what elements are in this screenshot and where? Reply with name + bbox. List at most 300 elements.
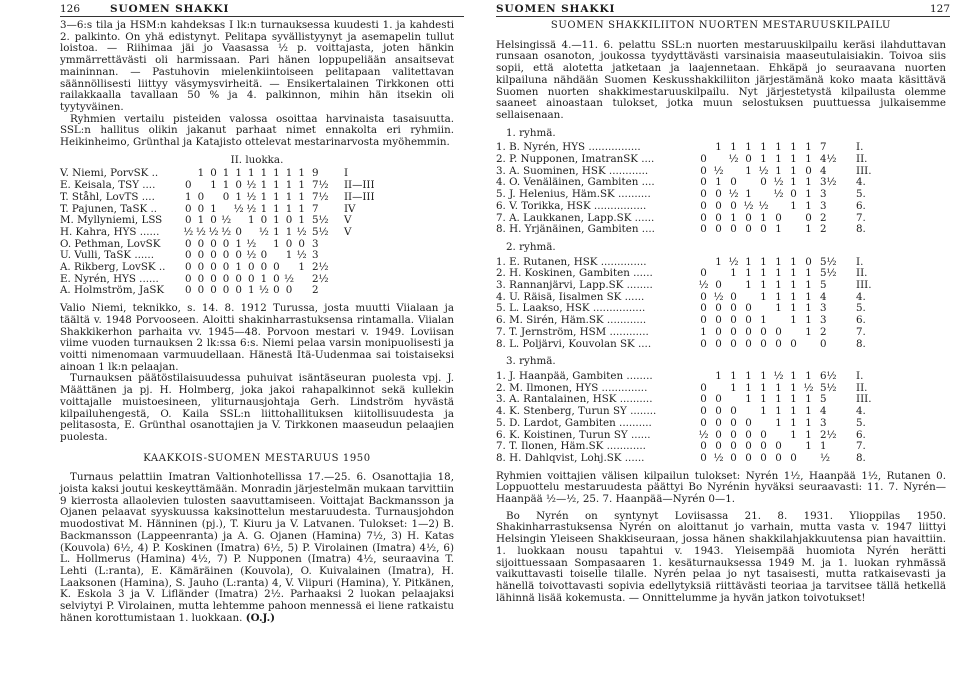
result-cell: 1 xyxy=(775,381,782,394)
placing: V xyxy=(343,225,352,238)
result-cell: 1 xyxy=(260,190,268,203)
player-name: O. Pethman, LovSK xyxy=(60,237,161,250)
result-cell: ½ xyxy=(183,225,194,238)
player-name: 4. K. Stenberg, Turun SY ........ xyxy=(496,405,657,418)
placing: II—III xyxy=(343,179,375,192)
result-cell: 1 xyxy=(790,141,797,154)
placing xyxy=(338,274,384,286)
result-cell: ½ xyxy=(773,369,784,382)
result-cell: 1 xyxy=(745,141,752,154)
page-number: 127 xyxy=(929,3,950,15)
result-cell: 0 xyxy=(222,272,230,285)
result-cell: 0 xyxy=(260,249,268,262)
result-cell: 1 xyxy=(700,325,707,338)
result-cell: 0 xyxy=(745,314,752,327)
total-score: 0 xyxy=(820,337,827,350)
result-cell: 1 xyxy=(197,167,205,180)
result-cell: 1 xyxy=(790,405,797,418)
table-row xyxy=(60,285,384,297)
result-cell: ½ xyxy=(773,176,784,189)
player-name: 7. T. Jernström, HSM ............ xyxy=(496,325,649,338)
result-cell: 0 xyxy=(715,405,722,418)
result-cell: 0 xyxy=(730,302,737,315)
result-cell: 1 xyxy=(760,267,767,280)
total-score: 7 xyxy=(820,141,827,154)
result-cell: 0 xyxy=(210,214,217,227)
result-cell: ½ xyxy=(258,284,269,297)
result-cell: 1 xyxy=(790,199,797,212)
placing: 6. xyxy=(856,314,866,327)
result-cell xyxy=(245,227,258,239)
result-cell: 1 xyxy=(805,314,812,327)
result-cell: 1 xyxy=(730,381,737,394)
total-score: 6½ xyxy=(820,369,837,382)
player-name: 8. H. Yrjänäinen, Gambiten .... xyxy=(496,223,655,236)
result-cell: 1 xyxy=(760,153,767,166)
result-cell: 0 xyxy=(730,314,737,327)
result-cell: 1 xyxy=(790,369,797,382)
result-cell: 0 xyxy=(775,211,782,224)
result-cell: 0 xyxy=(715,337,722,350)
placing: 7. xyxy=(856,440,866,453)
placing: II—III xyxy=(343,190,375,203)
result-cell: 1 xyxy=(285,225,293,238)
result-cell: 1 xyxy=(235,190,242,203)
crosstable xyxy=(496,257,890,351)
section-paragraph: Turnaus pelattiin Imatran Valtionhotellissa 17.—25. 6. Osanottajia 18, joista kaksi joutui keskeyttämään. Monradin järjestelmän mukaan tarvittiin 9 kierrosta allaolevien tulosten saavuttamiseen. Voittajat Backmansson ja Ojanen pelaavat syyskuussa kaksinottelun mestaruudesta. Turnausjohdon muodostivat M. Hänninen (pj.), T. Kiuru ja V. Latvanen. Tulokset: 1—2) B. Backmansson (Lappeenranta) ja A. G. Ojanen (Hamina) 7½, 3) H. Katas (Kouvola) 6½, 4) P. Koskinen (Imatra) 6½, 5) P. Virolainen (Imatra) 4½, 6) L. Hollmerus (Hamina) 4½, 7) P. Nupponen (Imatra) 4½, seuraavina T. Lehti (L:ranta), E. Kämäräinen (Kouvola), O. Kuivalainen (Imatra), H. Laaksonen (Hamina), S. Jauho (L:ranta) 4, V. Viipuri (Hamina), Y. Pitkänen, K. Eskola 3 ja V. Lifländer (Imatra) 2½. Parhaaksi 2 luokan pelaajaksi selviytyi P. Virolainen, mutta lehtemme pahoon mennessä ei liene ratkaistu hänen korottumistaan 1. luokkaan. xyxy=(60,471,454,624)
result-cell: 1 xyxy=(760,290,767,303)
result-cell: 1 xyxy=(285,179,293,192)
result-cell: 1 xyxy=(235,167,242,180)
result-cell: 0 xyxy=(790,451,797,464)
result-cell: 1 xyxy=(775,279,782,292)
result-cell: 0 xyxy=(235,179,242,192)
result-cell: 0 xyxy=(730,440,737,453)
result-cell xyxy=(726,280,741,292)
result-cell: 0 xyxy=(730,223,737,236)
player-name: T. Pajunen, TaSK .. xyxy=(60,202,158,215)
table-row xyxy=(496,418,890,430)
result-cell: 1 xyxy=(790,393,797,406)
result-cell: ½ xyxy=(246,237,257,250)
result-cell: 1 xyxy=(805,176,812,189)
result-cell: 0 xyxy=(715,393,722,406)
result-cell: 1 xyxy=(222,167,230,180)
result-cell: ½ xyxy=(221,214,232,227)
result-cell: 0 xyxy=(745,223,752,236)
result-cell: 0 xyxy=(715,440,722,453)
result-cell: ½ xyxy=(728,153,739,166)
result-cell: 0 xyxy=(222,249,230,262)
result-cell: 1 xyxy=(715,176,722,189)
result-cell: 0 xyxy=(210,249,217,262)
player-name: 1. J. Haanpää, Gambiten ........ xyxy=(496,369,653,382)
result-cell: ½ xyxy=(698,279,709,292)
result-cell: 0 xyxy=(210,237,217,250)
result-cell: 0 xyxy=(210,272,217,285)
placing: IV xyxy=(343,202,356,215)
result-cell: 0 xyxy=(700,176,707,189)
result-cell: 0 xyxy=(700,393,707,406)
result-cell: 0 xyxy=(197,237,205,250)
result-cell: 1 xyxy=(235,261,242,274)
result-cell xyxy=(786,327,801,339)
result-cell: ½ xyxy=(246,179,257,192)
result-cell: 0 xyxy=(730,290,737,303)
result-cell: 1 xyxy=(805,405,812,418)
result-cell: 1 xyxy=(298,202,305,215)
result-cell: 1 xyxy=(805,267,812,280)
result-cell: 0 xyxy=(790,337,797,350)
result-cell: 0 xyxy=(730,416,737,429)
placing: 5. xyxy=(856,302,866,315)
table-row xyxy=(496,453,890,465)
placing: II. xyxy=(856,153,868,166)
result-cell: 0 xyxy=(235,284,242,297)
result-cell: 1 xyxy=(222,179,230,192)
result-cell: 0 xyxy=(222,284,230,297)
result-cell: 1 xyxy=(775,405,782,418)
placing: V xyxy=(343,214,352,227)
result-cell: 1 xyxy=(235,237,242,250)
placing: 5. xyxy=(856,188,866,201)
result-cell: 1 xyxy=(775,267,782,280)
result-cell xyxy=(771,201,786,213)
total-score: 2½ xyxy=(820,428,837,441)
result-cell: 0 xyxy=(700,302,707,315)
total-score: 3 xyxy=(311,249,319,262)
table-row xyxy=(60,227,384,239)
result-cell: 0 xyxy=(185,249,192,262)
result-cell: 0 xyxy=(745,302,752,315)
result-cell: 0 xyxy=(760,440,767,453)
player-name: 5. L. Laakso, HSK ................ xyxy=(496,302,646,315)
result-cell: 0 xyxy=(715,223,722,236)
player-name: E. Nyrén, HYS ...... xyxy=(60,272,159,285)
player-name: 5. D. Lardot, Gambiten .......... xyxy=(496,416,652,429)
result-cell: 1 xyxy=(273,167,280,180)
result-cell: ½ xyxy=(728,255,739,268)
result-cell: 0 xyxy=(197,284,205,297)
result-cell: 0 xyxy=(745,337,752,350)
total-score: 3 xyxy=(311,237,319,250)
result-cell: 0 xyxy=(745,451,752,464)
result-cell: 1 xyxy=(298,167,305,180)
intro-paragraph: Helsingissä 4.—11. 6. pelattu SSL:n nuorten mestaruuskilpailu keräsi ilahduttavan runsaan osanoton, joukossa tyydyttävästi varsinaisia maaseutulaisiakin. Toivoa siis sopii, että alotetta jatketaan ja laajennetaan. Ehkäpä jo seuraavana nuorten kilpailuna nähdään Suomen Keskusshakkiliiton järjestämänä koko maata käsittävä Suomen nuorten shakkimestaruuskilpailu. Nyt järjestetystä kilpailusta olemme saaneet ainoastaan tulokset, jotka muun selostuksen puuttuessa julkaisemme sellaisenaan. xyxy=(496,38,946,121)
result-cell: 1 xyxy=(745,381,752,394)
total-score: 7½ xyxy=(311,179,329,192)
result-cell: 0 xyxy=(715,302,722,315)
total-score: 1 xyxy=(820,440,827,453)
result-cell: 1 xyxy=(790,153,797,166)
result-cell: 1 xyxy=(745,164,752,177)
result-cell: 0 xyxy=(700,314,707,327)
total-score: 3 xyxy=(820,188,827,201)
total-score: 3½ xyxy=(820,176,837,189)
crosstable xyxy=(496,142,890,236)
result-cell: 0 xyxy=(273,261,280,274)
result-cell: ½ xyxy=(713,164,724,177)
result-cell: 1 xyxy=(775,141,782,154)
result-cell: 0 xyxy=(700,223,707,236)
result-cell: 1 xyxy=(790,302,797,315)
result-cell: 1 xyxy=(210,202,217,215)
result-cell: 0 xyxy=(775,337,782,350)
player-name: 6. K. Koistinen, Turun SY ...... xyxy=(496,428,651,441)
result-cell: 0 xyxy=(197,249,205,262)
result-cell: 0 xyxy=(760,428,767,441)
result-cell: 0 xyxy=(185,202,192,215)
result-cell: 1 xyxy=(273,237,280,250)
result-cell: 0 xyxy=(760,451,767,464)
left-page-content xyxy=(60,20,454,624)
result-cell: 0 xyxy=(760,337,767,350)
body-paragraph: Ryhmien voittajien välisen kilpailun tulokset: Nyrén 1½, Haanpää 1½, Rutanen 0. Loppuottelu mestaruudesta päättyi Bo Nyrénin hyväksi seuraavasti: 11. 7. Nyrén—Haanpää ½—½, 25. 7. Haanpää—Nyrén 0—1. xyxy=(496,469,946,506)
result-cell: 0 xyxy=(730,199,737,212)
result-cell: 0 xyxy=(745,440,752,453)
result-cell: 1 xyxy=(260,202,268,215)
result-cell: 0 xyxy=(715,279,722,292)
result-cell: 0 xyxy=(210,167,217,180)
result-cell: ½ xyxy=(258,225,269,238)
total-score: 5 xyxy=(820,393,827,406)
result-cell: 0 xyxy=(745,325,752,338)
result-cell: 1 xyxy=(805,188,812,201)
result-cell: 1 xyxy=(745,369,752,382)
result-cell: 0 xyxy=(700,164,707,177)
result-cell: 0 xyxy=(222,237,230,250)
result-cell: 1 xyxy=(715,255,722,268)
result-cell: 0 xyxy=(805,164,812,177)
group-title: 1. ryhmä. xyxy=(506,126,556,139)
result-cell: 0 xyxy=(760,176,767,189)
result-cell: 0 xyxy=(805,255,812,268)
result-cell: 1 xyxy=(790,267,797,280)
placing: III. xyxy=(856,279,872,292)
result-cell: 0 xyxy=(715,325,722,338)
player-name: 7. A. Laukkanen, Lapp.SK ...... xyxy=(496,211,655,224)
result-cell: 1 xyxy=(790,290,797,303)
result-cell: 1 xyxy=(298,214,305,227)
result-cell: 1 xyxy=(298,179,305,192)
result-cell: 0 xyxy=(197,202,205,215)
page-number: 126 xyxy=(60,3,81,15)
result-cell: ½ xyxy=(803,381,814,394)
result-cell xyxy=(756,418,771,430)
crosstable xyxy=(496,371,890,465)
result-cell: 0 xyxy=(745,153,752,166)
placing: II. xyxy=(856,267,868,280)
result-cell: 0 xyxy=(700,381,707,394)
result-cell: 0 xyxy=(235,249,242,262)
result-cell: 0 xyxy=(730,428,737,441)
total-score: 4 xyxy=(820,164,827,177)
total-score: 2 xyxy=(820,211,827,224)
player-name: A. Holmström, JaSK xyxy=(60,284,165,297)
result-cell xyxy=(207,192,220,204)
result-cell xyxy=(295,285,308,297)
result-cell: ½ xyxy=(221,225,232,238)
player-name: 6. V. Torikka, HSK ................ xyxy=(496,199,647,212)
player-name: 2. M. Ilmonen, HYS .............. xyxy=(496,381,648,394)
result-cell: 1 xyxy=(210,179,217,192)
player-name: 1. E. Rutanen, HSK .............. xyxy=(496,255,647,268)
player-name: 3. A. Suominen, HSK ............ xyxy=(496,164,649,177)
result-cell: 0 xyxy=(285,237,293,250)
signature: (O.J.) xyxy=(245,611,276,624)
result-cell: 0 xyxy=(210,284,217,297)
total-score: ½ xyxy=(820,451,830,464)
player-name: 4. U. Räisä, Iisalmen SK ...... xyxy=(496,290,645,303)
placing: III. xyxy=(856,393,872,406)
body-paragraph: Valio Niemi, teknikko, s. 14. 8. 1912 Turussa, josta muutti Viialaan ja täältä v. 1948 Porvooseen. Aloitti shakinharrastuksensa rintamalla. Viialan Shakkikerhon parhaita vv. 1945—48. Porvoon mestari v. 1949. Loviisan viime vuoden turnauksen 2 lk:ssa 6:s. Niemi pelaa varsin monipuolisesti ja voitti nimenomaan varmuudellaan. Hänestä Itä-Uudenmaa sai toistaiseksi ainoan 1 lk:n pelaajan. xyxy=(60,302,454,373)
result-cell: 0 xyxy=(285,214,293,227)
section-title: SUOMEN SHAKKILIITON NUORTEN MESTARUUSKILPAILU xyxy=(550,20,892,31)
result-cell: 1 xyxy=(805,440,812,453)
group-title: 2. ryhmä. xyxy=(506,240,556,253)
result-cell: 1 xyxy=(805,153,812,166)
result-cell: 0 xyxy=(185,237,192,250)
player-name: 8. H. Dahlqvist, Lohj.SK ...... xyxy=(496,451,645,464)
result-cell: ½ xyxy=(195,225,206,238)
result-cell: 1 xyxy=(285,167,293,180)
result-cell: 1 xyxy=(775,290,782,303)
result-cell: ½ xyxy=(713,290,724,303)
player-name: T. Ståhl, LovTS .... xyxy=(60,190,155,203)
result-cell: 0 xyxy=(298,237,305,250)
total-score: 4½ xyxy=(820,153,837,166)
result-cell: 0 xyxy=(715,211,722,224)
placing xyxy=(338,262,384,274)
player-name: 8. L. Poljärvi, Kouvolan SK .... xyxy=(496,337,652,350)
result-cell: 1 xyxy=(805,141,812,154)
result-cell: ½ xyxy=(296,249,307,262)
result-cell: 1 xyxy=(260,167,268,180)
result-cell: 1 xyxy=(760,141,767,154)
player-name: H. Kahra, HYS ...... xyxy=(60,225,160,238)
player-name: U. Vulli, TaSK ...... xyxy=(60,249,154,262)
right-page xyxy=(492,0,960,676)
result-cell: 0 xyxy=(285,284,293,297)
result-cell: 1 xyxy=(805,428,812,441)
result-cell: 1 xyxy=(805,223,812,236)
result-cell: ½ xyxy=(758,164,769,177)
result-cell: 0 xyxy=(235,272,242,285)
result-cell: 1 xyxy=(775,416,782,429)
total-score: 2 xyxy=(820,325,827,338)
result-cell: 0 xyxy=(730,325,737,338)
result-cell xyxy=(801,339,816,351)
result-cell: 0 xyxy=(775,451,782,464)
player-name: 2. H. Koskinen, Gambiten ...... xyxy=(496,267,653,280)
result-cell: 0 xyxy=(700,153,707,166)
result-cell: 1 xyxy=(273,225,280,238)
result-cell: 0 xyxy=(210,261,217,274)
body-paragraph: Bo Nyrén on syntynyt Loviisassa 21. 8. 1931. Ylioppilas 1950. Shakinharrastuksensa Nyrén on aloittanut jo varhain, mutta vasta v. 1947 liittyi Helsingin Yleiseen Shakkiseuraan, jossa hänen shakkilahjakkuutensa pian havaittiin. 1. luokkaan nousu tapahtui v. 1943. Yleisempää huomiota Nyrén herätti sijoittuessaan Sompasaaren 1. kesäturnauksessa 1949 M. ja 1. luokan ryhmässä vaikuttavasti toiselle tilalle. Nyrén pelaa jo nyt tasaisesti, mutta ratkaisevasti ja hänellä toivottavasti sopivia edellytyksiä riittävästi teoriaa ja tarvitsee tällä hetkellä lähinnä lisää kokemusta. — Onnittelumme ja hyvän jatkon toivotukset! xyxy=(496,509,946,604)
result-cell: 0 xyxy=(715,314,722,327)
result-cell: 1 xyxy=(760,255,767,268)
result-cell: 1 xyxy=(273,214,280,227)
result-cell: 1 xyxy=(745,255,752,268)
result-cell: 0 xyxy=(185,179,192,192)
result-cell: ½ xyxy=(698,428,709,441)
result-cell xyxy=(295,274,308,286)
result-cell: 0 xyxy=(273,284,280,297)
total-score: 3 xyxy=(820,199,827,212)
result-cell: 0 xyxy=(273,272,280,285)
result-cell: 1 xyxy=(745,267,752,280)
player-name: V. Niemi, PorvSK .. xyxy=(60,167,159,180)
result-cell: 1 xyxy=(715,141,722,154)
body-paragraph: Turnauksen päätöstilaisuudessa puhuivat isäntäseuran puolesta vpj. J. Määttänen ja pj. H. Holmberg, joka jakoi rahapalkinnot sekä kullekin voittajalle muistoesineen, yliturnausjohtaja Gerh. Lindström hyvästä kilpailuhengestä, O. Kaila SSL:n liittohallituksen kiitollisuudesta ja pelitasosta, E. Grünthal osanottajien ja V. Tirkkonen maaseudun pelaajien puolesta. xyxy=(60,372,454,443)
placing: 7. xyxy=(856,325,866,338)
result-cell: 0 xyxy=(745,428,752,441)
right-page-header xyxy=(496,3,950,17)
result-cell xyxy=(786,213,801,225)
result-cell: 1 xyxy=(775,302,782,315)
result-cell: 1 xyxy=(247,284,255,297)
result-cell: 0 xyxy=(247,272,255,285)
result-cell: 1 xyxy=(298,190,305,203)
result-cell: 1 xyxy=(185,190,192,203)
table-row xyxy=(496,201,890,213)
result-cell: 1 xyxy=(285,190,293,203)
result-cell: 1 xyxy=(790,428,797,441)
result-cell: 0 xyxy=(185,261,192,274)
result-cell: 0 xyxy=(700,440,707,453)
crosstable xyxy=(60,168,384,297)
result-cell: ½ xyxy=(208,225,219,238)
result-cell: ½ xyxy=(758,199,769,212)
running-head: SUOMEN SHAKKI xyxy=(496,3,616,15)
result-cell: 1 xyxy=(247,214,255,227)
result-cell: 0 xyxy=(805,211,812,224)
placing: 4. xyxy=(856,290,866,303)
result-cell: 0 xyxy=(700,290,707,303)
result-cell: 1 xyxy=(760,381,767,394)
placing: III. xyxy=(856,164,872,177)
result-cell: 1 xyxy=(790,164,797,177)
result-cell: ½ xyxy=(284,272,295,285)
placing: 4. xyxy=(856,176,866,189)
player-name: 6. M. Sirén, Häm.SK ............ xyxy=(496,314,647,327)
placing: 8. xyxy=(856,223,866,236)
result-cell: 1 xyxy=(760,405,767,418)
result-cell: ½ xyxy=(246,190,257,203)
result-cell: 0 xyxy=(700,416,707,429)
total-score: 3 xyxy=(820,416,827,429)
result-cell: 1 xyxy=(805,369,812,382)
result-cell: 0 xyxy=(700,451,707,464)
result-cell: 1 xyxy=(790,255,797,268)
table-row xyxy=(60,262,384,274)
result-cell: 0 xyxy=(730,451,737,464)
result-cell: 1 xyxy=(805,290,812,303)
placing: I. xyxy=(856,369,864,382)
result-cell: 0 xyxy=(260,261,268,274)
result-cell: 1 xyxy=(805,199,812,212)
result-cell: 1 xyxy=(260,272,268,285)
section-title: KAAKKOIS-SUOMEN MESTARUUS 1950 xyxy=(143,452,371,464)
player-name: 2. P. Nupponen, ImatranSK .... xyxy=(496,153,655,166)
left-page xyxy=(0,0,470,676)
result-cell: 1 xyxy=(805,416,812,429)
result-cell: ½ xyxy=(296,225,307,238)
result-cell: 1 xyxy=(260,179,268,192)
result-cell: 1 xyxy=(760,314,767,327)
total-score: 4 xyxy=(820,405,827,418)
player-name: A. Rikberg, LovSK .. xyxy=(60,261,166,274)
